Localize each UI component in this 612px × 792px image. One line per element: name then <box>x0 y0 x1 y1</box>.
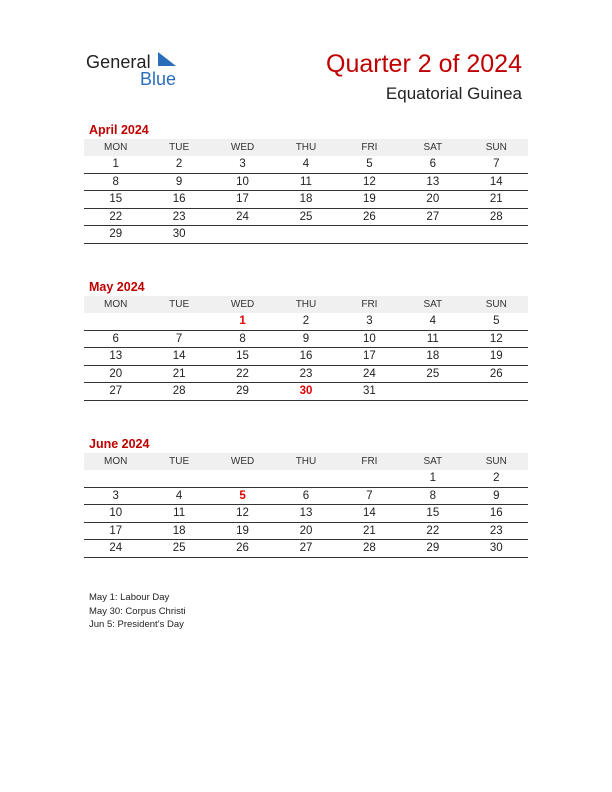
weekday-header: THU <box>274 453 337 470</box>
weekday-header: THU <box>274 139 337 156</box>
weekday-header: SAT <box>401 453 464 470</box>
day-cell: 29 <box>401 540 464 558</box>
day-cell: 22 <box>84 208 147 226</box>
day-cell: 4 <box>274 156 337 173</box>
day-cell: 26 <box>465 365 528 383</box>
week-row <box>84 487 528 505</box>
day-cell: 30 <box>274 383 337 401</box>
day-cell: 20 <box>274 522 337 540</box>
weekday-header: TUE <box>147 139 210 156</box>
day-cell: 28 <box>338 540 401 558</box>
day-cell: 3 <box>211 156 274 173</box>
day-cell: 2 <box>465 470 528 487</box>
day-cell: 12 <box>338 173 401 191</box>
holiday-note: Jun 5: President’s Day <box>89 619 184 630</box>
holiday-note: May 30: Corpus Christi <box>89 605 186 617</box>
day-cell: 7 <box>465 156 528 173</box>
weekday-header: WED <box>211 453 274 470</box>
page-title: Quarter 2 of 2024 <box>326 50 522 78</box>
day-cell: 31 <box>338 383 401 401</box>
empty-day-cell <box>465 383 528 401</box>
weekday-header: SUN <box>465 139 528 156</box>
weekday-header: MON <box>84 139 147 156</box>
day-cell: 10 <box>338 330 401 348</box>
week-row <box>84 522 528 540</box>
day-cell: 16 <box>274 348 337 366</box>
day-cell: 7 <box>338 487 401 505</box>
week-row <box>84 156 528 173</box>
day-cell: 21 <box>338 522 401 540</box>
day-cell: 3 <box>84 487 147 505</box>
day-cell: 14 <box>338 505 401 523</box>
month-april <box>84 122 528 244</box>
empty-day-cell <box>211 470 274 487</box>
day-cell: 2 <box>147 156 210 173</box>
empty-day-cell <box>465 226 528 244</box>
month-may <box>84 279 528 401</box>
day-cell: 23 <box>274 365 337 383</box>
day-cell: 27 <box>401 208 464 226</box>
day-cell: 19 <box>338 191 401 209</box>
day-cell: 22 <box>401 522 464 540</box>
empty-day-cell <box>147 313 210 330</box>
day-cell: 8 <box>84 173 147 191</box>
weekday-header: MON <box>84 296 147 313</box>
day-cell: 4 <box>147 487 210 505</box>
weekday-header: MON <box>84 453 147 470</box>
week-row <box>84 505 528 523</box>
day-cell: 17 <box>84 522 147 540</box>
day-cell: 9 <box>465 487 528 505</box>
day-cell: 20 <box>401 191 464 209</box>
day-cell: 8 <box>211 330 274 348</box>
week-row <box>84 208 528 226</box>
day-cell: 28 <box>147 383 210 401</box>
day-cell: 30 <box>147 226 210 244</box>
day-cell: 18 <box>147 522 210 540</box>
day-cell: 13 <box>274 505 337 523</box>
day-cell: 13 <box>401 173 464 191</box>
day-cell: 1 <box>401 470 464 487</box>
day-cell: 10 <box>211 173 274 191</box>
month-title: April 2024 <box>89 123 149 137</box>
day-cell: 18 <box>401 348 464 366</box>
day-cell: 21 <box>465 191 528 209</box>
day-cell: 26 <box>211 540 274 558</box>
day-cell: 6 <box>274 487 337 505</box>
day-cell: 19 <box>211 522 274 540</box>
week-row <box>84 191 528 209</box>
day-cell: 15 <box>84 191 147 209</box>
weekday-header-row <box>84 453 528 470</box>
weekday-header-row <box>84 296 528 313</box>
weekday-header: SUN <box>465 453 528 470</box>
day-cell: 25 <box>401 365 464 383</box>
calendar-body <box>84 156 528 243</box>
day-cell: 1 <box>211 313 274 330</box>
holiday-note: May 1: Labour Day <box>89 592 170 603</box>
day-cell: 12 <box>465 330 528 348</box>
day-cell: 5 <box>338 156 401 173</box>
empty-day-cell <box>401 226 464 244</box>
day-cell: 14 <box>147 348 210 366</box>
week-row <box>84 330 528 348</box>
day-cell: 5 <box>211 487 274 505</box>
day-cell: 8 <box>401 487 464 505</box>
day-cell: 16 <box>147 191 210 209</box>
calendar-table <box>84 453 528 558</box>
day-cell: 16 <box>465 505 528 523</box>
day-cell: 5 <box>465 313 528 330</box>
calendar-body <box>84 313 528 400</box>
week-row <box>84 540 528 558</box>
day-cell: 9 <box>147 173 210 191</box>
day-cell: 24 <box>84 540 147 558</box>
weekday-header-row <box>84 139 528 156</box>
day-cell: 22 <box>211 365 274 383</box>
day-cell: 6 <box>84 330 147 348</box>
empty-day-cell <box>274 226 337 244</box>
day-cell: 15 <box>401 505 464 523</box>
day-cell: 2 <box>274 313 337 330</box>
day-cell: 23 <box>465 522 528 540</box>
day-cell: 28 <box>465 208 528 226</box>
day-cell: 21 <box>147 365 210 383</box>
day-cell: 27 <box>274 540 337 558</box>
logo-blue-text: Blue <box>140 69 177 89</box>
day-cell: 10 <box>84 505 147 523</box>
weekday-header: FRI <box>338 296 401 313</box>
day-cell: 11 <box>401 330 464 348</box>
day-cell: 26 <box>338 208 401 226</box>
weekday-header: FRI <box>338 139 401 156</box>
day-cell: 30 <box>465 540 528 558</box>
day-cell: 18 <box>274 191 337 209</box>
weekday-header: FRI <box>338 453 401 470</box>
weekday-header: TUE <box>147 453 210 470</box>
weekday-header: THU <box>274 296 337 313</box>
country-name: Equatorial Guinea <box>385 84 522 103</box>
day-cell: 11 <box>274 173 337 191</box>
week-row <box>84 383 528 401</box>
month-june <box>84 436 528 558</box>
holiday-notes <box>89 591 186 632</box>
logo-triangle-icon <box>156 52 178 70</box>
week-row <box>84 365 528 383</box>
day-cell: 23 <box>147 208 210 226</box>
day-cell: 17 <box>338 348 401 366</box>
day-cell: 24 <box>338 365 401 383</box>
day-cell: 14 <box>465 173 528 191</box>
day-cell: 11 <box>147 505 210 523</box>
day-cell: 25 <box>147 540 210 558</box>
week-row <box>84 313 528 330</box>
day-cell: 9 <box>274 330 337 348</box>
day-cell: 20 <box>84 365 147 383</box>
day-cell: 29 <box>84 226 147 244</box>
week-row <box>84 226 528 244</box>
weekday-header: TUE <box>147 296 210 313</box>
day-cell: 7 <box>147 330 210 348</box>
day-cell: 27 <box>84 383 147 401</box>
day-cell: 6 <box>401 156 464 173</box>
calendar-table <box>84 296 528 401</box>
month-title: June 2024 <box>89 437 150 451</box>
day-cell: 12 <box>211 505 274 523</box>
day-cell: 4 <box>401 313 464 330</box>
empty-day-cell <box>338 226 401 244</box>
calendar-table <box>84 139 528 244</box>
weekday-header: SAT <box>401 296 464 313</box>
empty-day-cell <box>147 470 210 487</box>
weekday-header: SAT <box>401 139 464 156</box>
day-cell: 15 <box>211 348 274 366</box>
day-cell: 13 <box>84 348 147 366</box>
week-row <box>84 470 528 487</box>
month-title: May 2024 <box>89 280 145 294</box>
day-cell: 19 <box>465 348 528 366</box>
day-cell: 29 <box>211 383 274 401</box>
generalblue-logo <box>86 50 196 90</box>
calendar-body <box>84 470 528 557</box>
empty-day-cell <box>84 470 147 487</box>
day-cell: 25 <box>274 208 337 226</box>
day-cell: 24 <box>211 208 274 226</box>
empty-day-cell <box>338 470 401 487</box>
day-cell: 17 <box>211 191 274 209</box>
logo-general-text: General <box>86 52 151 72</box>
empty-day-cell <box>211 226 274 244</box>
weekday-header: SUN <box>465 296 528 313</box>
weekday-header: WED <box>211 296 274 313</box>
empty-day-cell <box>84 313 147 330</box>
empty-day-cell <box>401 383 464 401</box>
day-cell: 3 <box>338 313 401 330</box>
weekday-header: WED <box>211 139 274 156</box>
week-row <box>84 348 528 366</box>
week-row <box>84 173 528 191</box>
day-cell: 1 <box>84 156 147 173</box>
empty-day-cell <box>274 470 337 487</box>
